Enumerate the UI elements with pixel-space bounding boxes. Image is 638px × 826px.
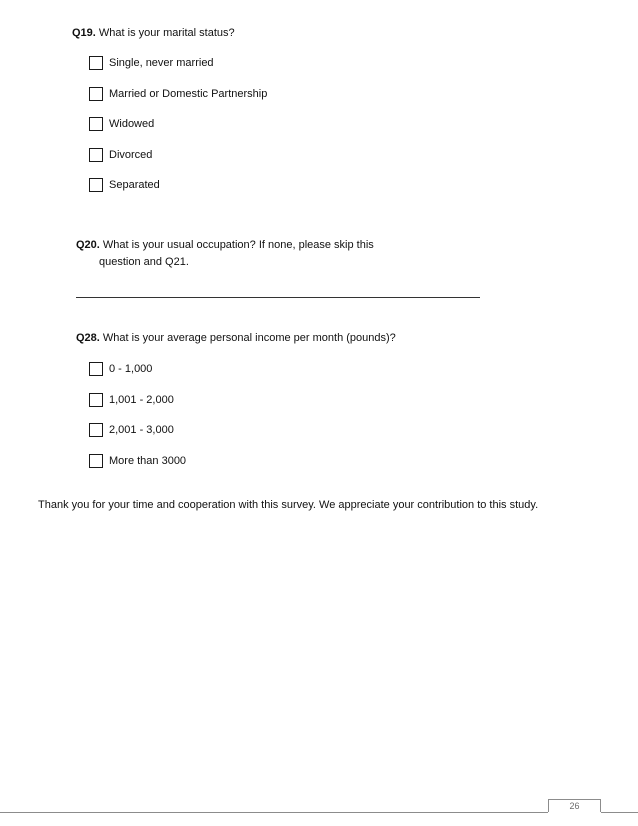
checkbox[interactable]: [89, 148, 103, 162]
option-label: Separated: [109, 178, 160, 191]
option-label: 1,001 - 2,000: [109, 393, 174, 406]
q19-text: What is your marital status?: [95, 27, 235, 39]
checkbox[interactable]: [89, 423, 103, 437]
q28-option-more-than-3000[interactable]: [89, 453, 186, 469]
option-label: Single, never married: [109, 56, 214, 69]
q28-option-1001-2000[interactable]: [89, 392, 174, 408]
q20-text-line1: What is your usual occupation? If none, please skip this: [99, 239, 374, 251]
q20-question-line2: question and Q21.: [99, 256, 189, 268]
checkbox[interactable]: [89, 178, 103, 192]
checkbox[interactable]: [89, 454, 103, 468]
option-label: Married or Domestic Partnership: [109, 87, 268, 100]
page-footer-rule-right: [601, 812, 638, 813]
option-label: Widowed: [109, 117, 155, 130]
q19-option-separated[interactable]: [89, 177, 160, 193]
q19-option-divorced[interactable]: [89, 147, 152, 163]
q19-question: [72, 26, 235, 41]
option-label: Divorced: [109, 148, 153, 161]
q20-number: Q20.: [76, 239, 100, 251]
page-number: 26: [548, 799, 601, 812]
page-footer-rule-left: [0, 812, 548, 813]
checkbox[interactable]: [89, 87, 103, 101]
q28-option-2001-3000[interactable]: [89, 422, 174, 438]
checkbox[interactable]: [89, 362, 103, 376]
q19-option-widowed[interactable]: [89, 116, 154, 132]
option-label: More than 3000: [109, 454, 187, 467]
q20-question: [76, 238, 374, 253]
q19-option-married[interactable]: [89, 86, 267, 102]
q19-number: Q19.: [72, 27, 96, 39]
thank-you-text: Thank you for your time and cooperation with this survey. We appreciate your contribution to this study.: [38, 499, 539, 511]
option-label: 2,001 - 3,000: [109, 423, 174, 436]
checkbox[interactable]: [89, 117, 103, 131]
q28-text: What is your average personal income per month (pounds)?: [99, 332, 396, 344]
checkbox[interactable]: [89, 56, 103, 70]
q28-question: [76, 331, 396, 346]
q20-answer-line[interactable]: [76, 297, 480, 298]
q28-number: Q28.: [76, 332, 100, 344]
checkbox[interactable]: [89, 393, 103, 407]
q28-option-0-1000[interactable]: [89, 361, 152, 377]
q19-option-single[interactable]: [89, 55, 214, 71]
option-label: 0 - 1,000: [109, 362, 153, 375]
